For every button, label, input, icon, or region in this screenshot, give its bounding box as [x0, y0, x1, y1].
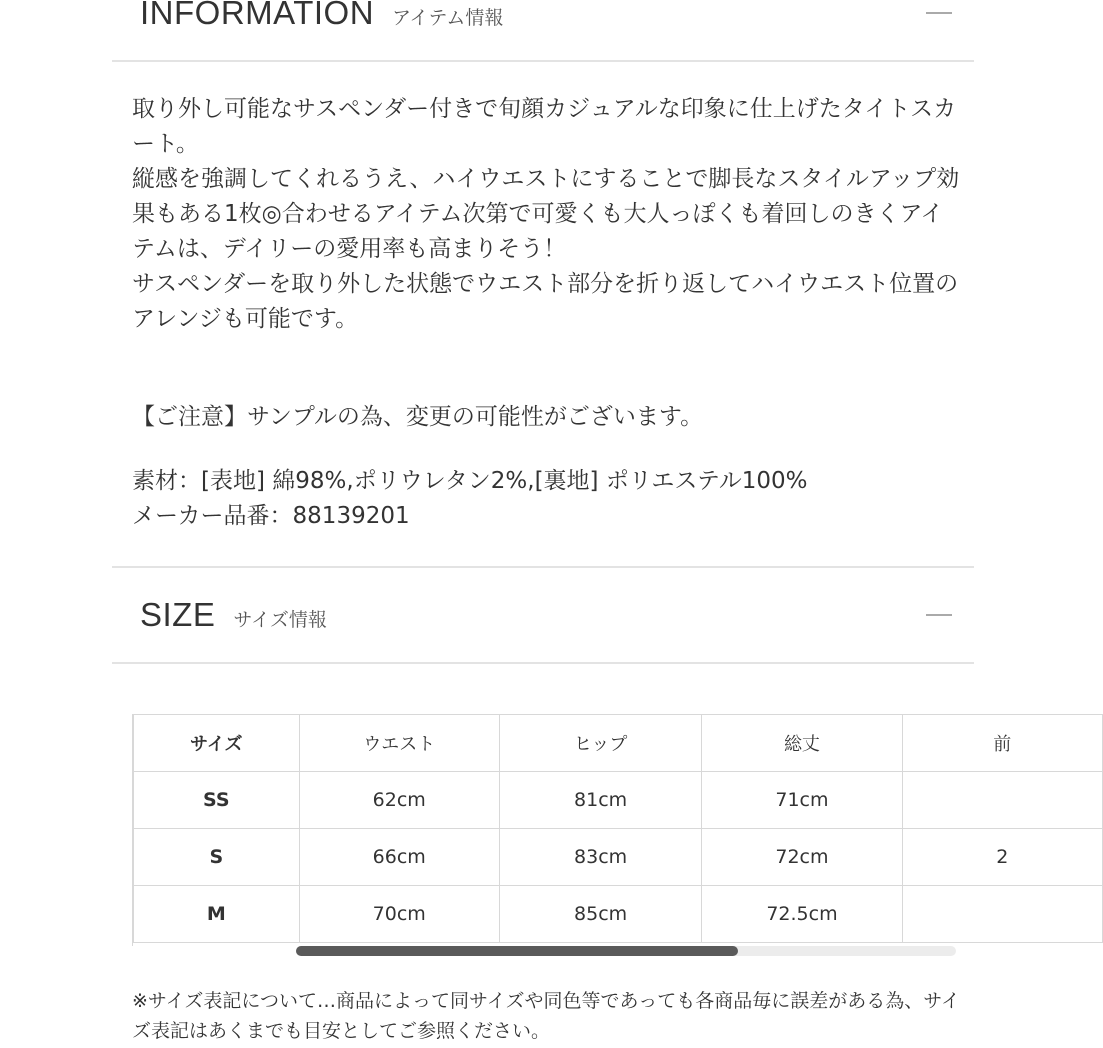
- table-row: [134, 829, 1103, 886]
- size-collapse-minus-icon[interactable]: [926, 614, 952, 616]
- information-subtitle: アイテム情報: [392, 7, 504, 29]
- front-cell: [902, 886, 1102, 943]
- header-length: 総丈: [702, 715, 902, 772]
- hip-cell: 83cm: [499, 829, 701, 886]
- length-cell: 72.5cm: [702, 886, 902, 943]
- waist-cell: 62cm: [299, 772, 499, 829]
- waist-cell: 66cm: [299, 829, 499, 886]
- front-cell: 2: [902, 829, 1102, 886]
- header-size: サイズ: [134, 715, 300, 772]
- waist-cell: 70cm: [299, 886, 499, 943]
- table-scrollbar-thumb[interactable]: [296, 946, 738, 956]
- table-row: [134, 772, 1103, 829]
- material-text: 素材：[表地] 綿98%,ポリウレタン2%,[裏地] ポリエステル100%: [132, 468, 808, 494]
- table-scrollbar[interactable]: [296, 946, 956, 956]
- front-cell: [902, 772, 1102, 829]
- size-header[interactable]: [140, 596, 970, 634]
- size-table-scroll-area[interactable]: [132, 714, 1012, 946]
- size-subtitle: サイズ情報: [233, 609, 327, 631]
- size-table: [133, 714, 1103, 943]
- information-divider: [112, 60, 974, 62]
- size-top-divider: [112, 566, 974, 568]
- header-waist: ウエスト: [299, 715, 499, 772]
- caution-text: 【ご注意】サンプルの為、変更の可能性がございます。: [132, 404, 704, 430]
- header-front: 前: [902, 715, 1102, 772]
- size-title: SIZE: [140, 596, 216, 633]
- length-cell: 72cm: [702, 829, 902, 886]
- information-collapse-minus-icon[interactable]: [926, 12, 952, 14]
- hip-cell: 81cm: [499, 772, 701, 829]
- maker-number-text: メーカー品番：88139201: [132, 503, 410, 529]
- table-row: [134, 886, 1103, 943]
- size-cell: SS: [134, 772, 300, 829]
- hip-cell: 85cm: [499, 886, 701, 943]
- length-cell: 71cm: [702, 772, 902, 829]
- size-note: ※サイズ表記について…商品によって同サイズや同色等であっても各商品毎に誤差がある為、サイズ表記はあくまでも目安としてご参照ください。: [132, 990, 960, 1042]
- information-header[interactable]: [140, 0, 970, 32]
- size-cell: M: [134, 886, 300, 943]
- description-text: 取り外し可能なサスペンダー付きで旬顔カジュアルな印象に仕上げたタイトスカート。 縦感を強調してくれるうえ、ハイウエストにすることで脚長なスタイルアップ効果もある1枚◎合わせるアイテム次第で可愛くも大人っぽくも着回しのきくアイテムは、デイリーの愛用率も高まりそう！ サスペンダーを取り外した状態でウエスト部分を折り返してハイウエスト位置のアレンジも可能です。: [132, 96, 960, 332]
- size-divider: [112, 662, 974, 664]
- item-description: [132, 92, 962, 337]
- information-title: INFORMATION: [140, 0, 375, 31]
- header-hip: ヒップ: [499, 715, 701, 772]
- table-header-row: [134, 715, 1103, 772]
- size-cell: S: [134, 829, 300, 886]
